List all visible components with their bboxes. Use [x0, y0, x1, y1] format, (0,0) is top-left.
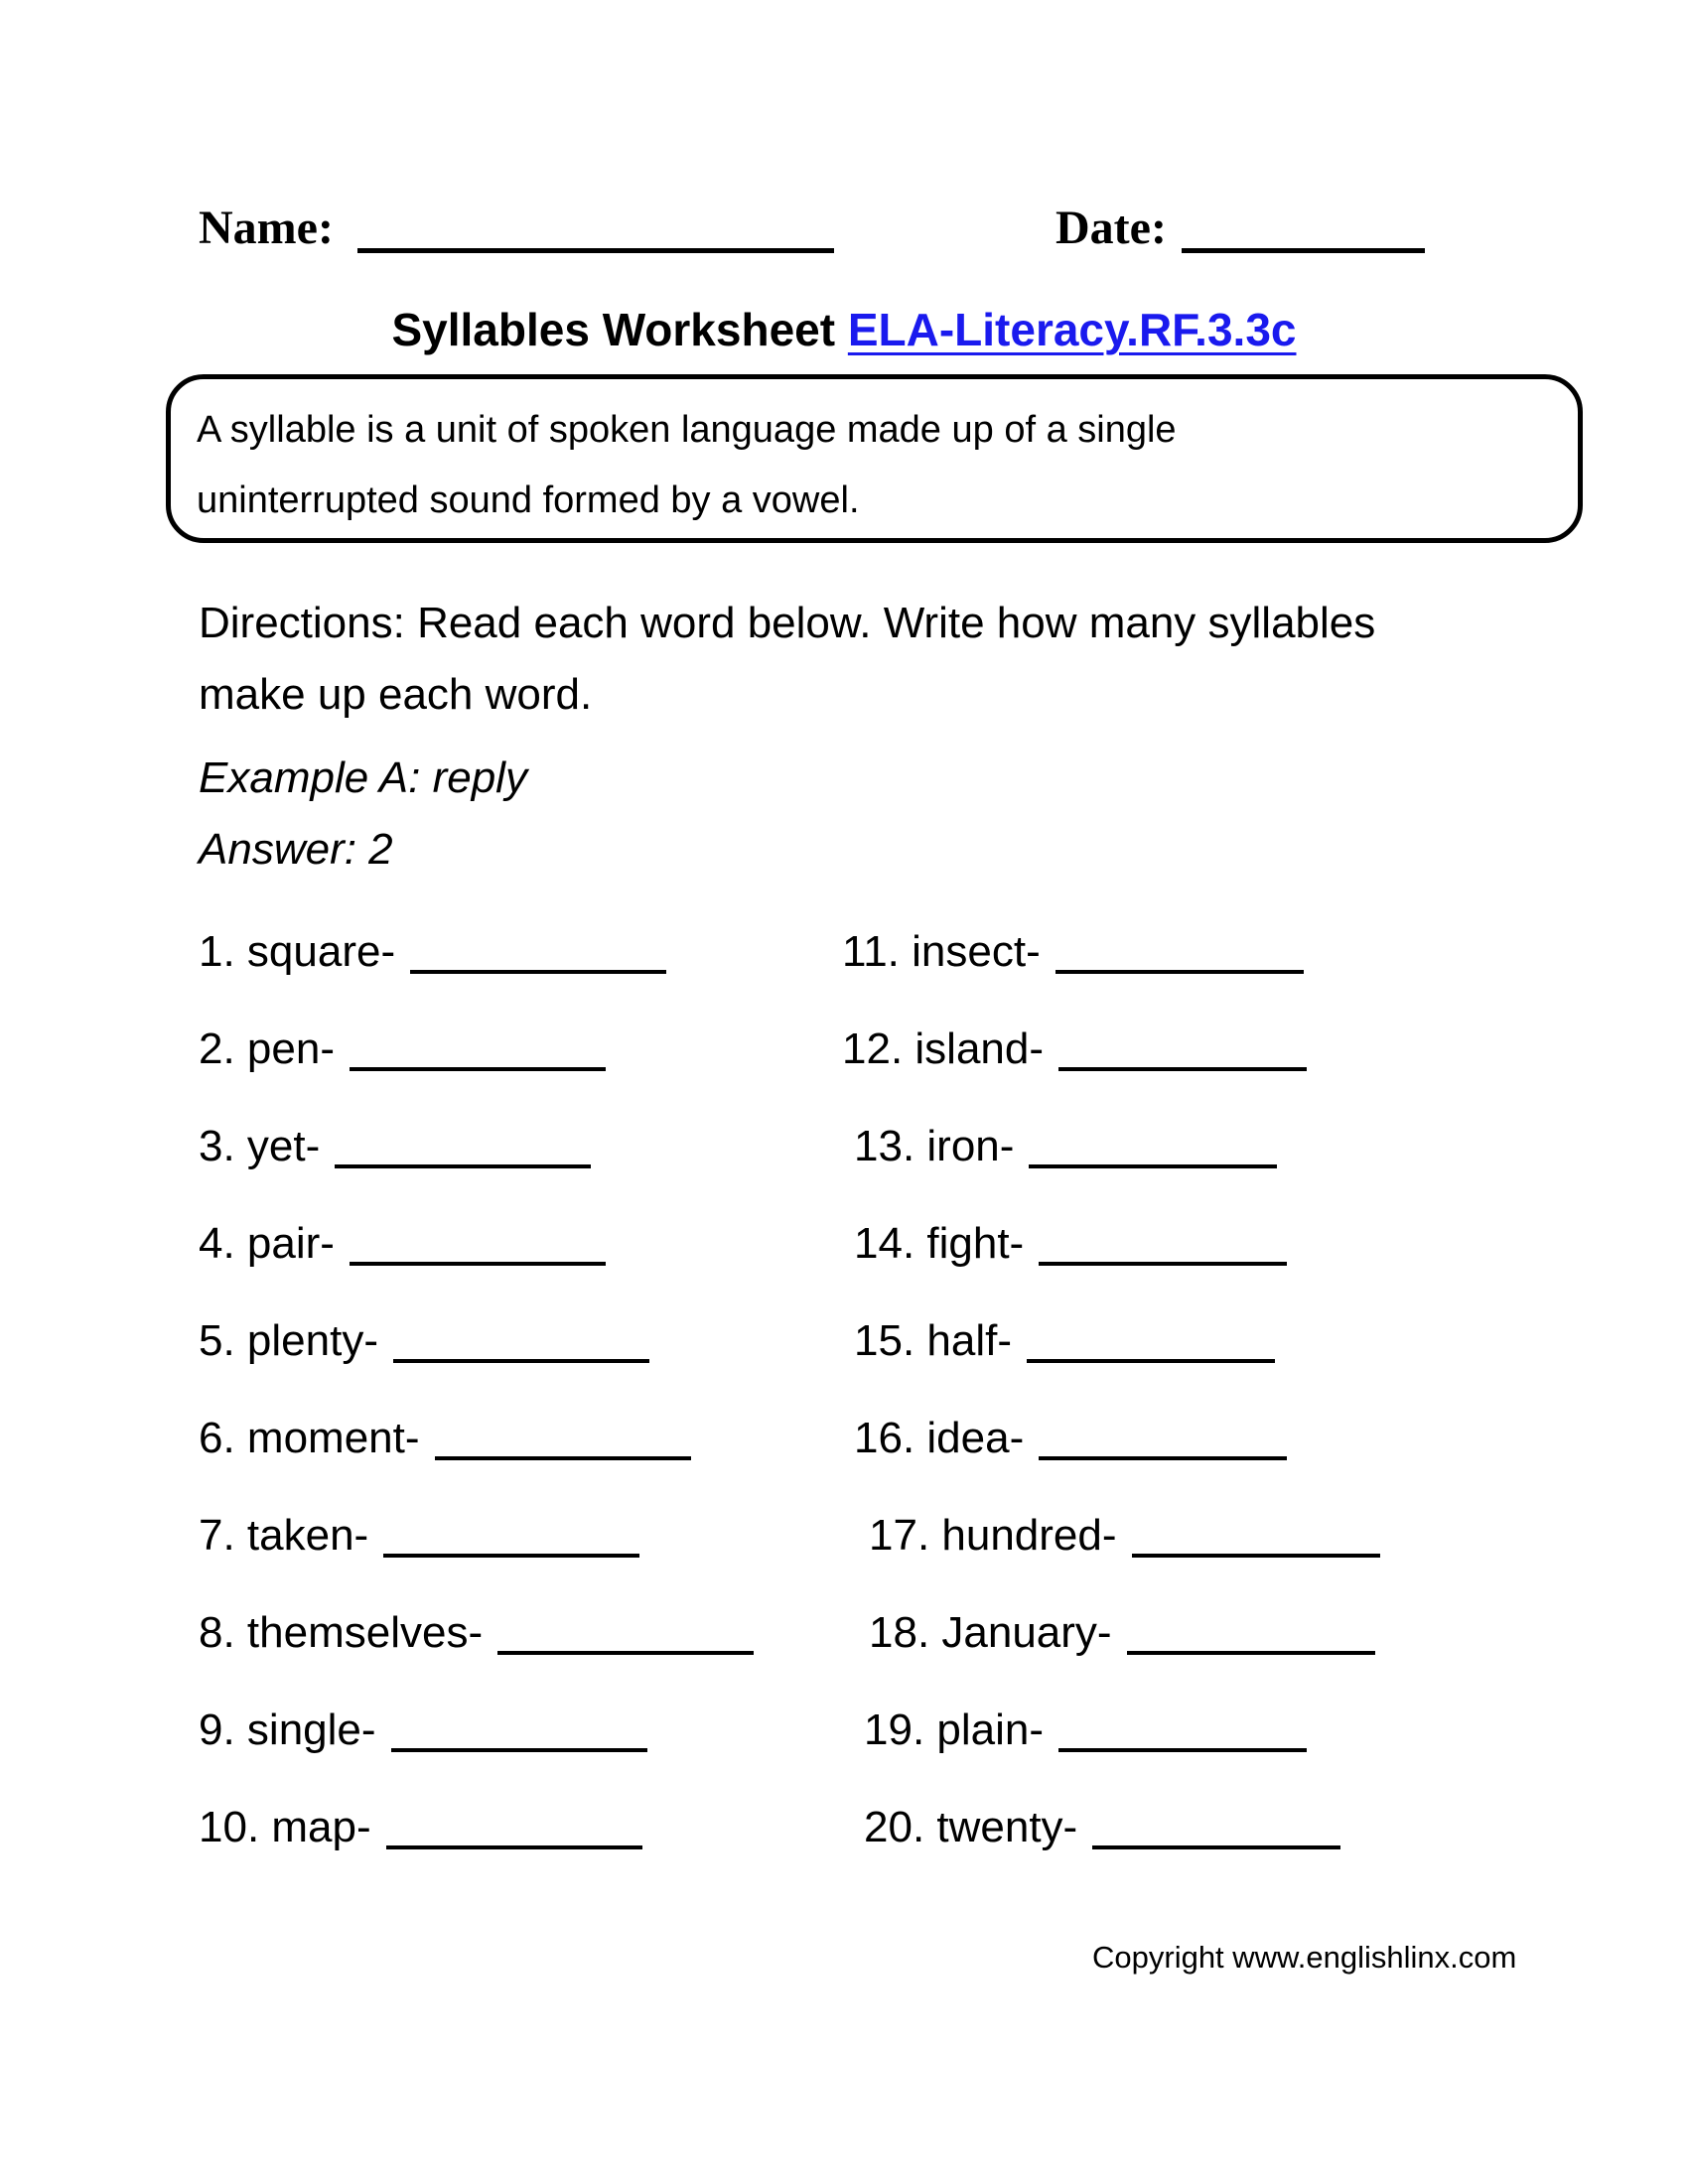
- worksheet-item: [864, 1706, 1380, 1803]
- answer-blank[interactable]: [383, 1554, 639, 1558]
- item-word: 1. square-: [199, 927, 396, 976]
- worksheet-item: [854, 1122, 1380, 1219]
- answer-blank[interactable]: [393, 1359, 649, 1363]
- worksheet-item: [199, 1316, 754, 1414]
- item-word: 13. iron-: [854, 1122, 1015, 1170]
- item-word: 2. pen-: [199, 1024, 335, 1073]
- item-word: 3. yet-: [199, 1122, 321, 1170]
- date-underline[interactable]: [1182, 248, 1425, 253]
- answer-blank[interactable]: [391, 1748, 647, 1752]
- item-word: 8. themselves-: [199, 1608, 484, 1657]
- item-word: 15. half-: [854, 1316, 1012, 1365]
- answer-blank[interactable]: [1039, 1456, 1287, 1460]
- answer-blank[interactable]: [435, 1456, 691, 1460]
- worksheet-item: [854, 1219, 1380, 1316]
- item-word: 18. January-: [869, 1608, 1112, 1657]
- answer-blank[interactable]: [1058, 1748, 1307, 1752]
- worksheet-item: [842, 1024, 1380, 1122]
- answer-blank[interactable]: [1058, 1067, 1307, 1071]
- example-prompt: Example A: reply: [199, 753, 527, 802]
- item-word: 14. fight-: [854, 1219, 1025, 1268]
- item-word: 7. taken-: [199, 1511, 369, 1560]
- page-title: [0, 304, 1688, 355]
- item-word: 10. map-: [199, 1803, 371, 1851]
- answer-blank[interactable]: [1029, 1164, 1277, 1168]
- worksheet-item: [199, 1706, 754, 1803]
- worksheet-item: [869, 1608, 1380, 1706]
- worksheet-item: [199, 1122, 754, 1219]
- worksheet-item: [199, 1511, 754, 1608]
- copyright-text: Copyright www.englishlinx.com: [1092, 1940, 1517, 1975]
- answer-blank[interactable]: [350, 1067, 606, 1071]
- worksheet-item: [199, 1219, 754, 1316]
- answer-blank[interactable]: [1039, 1262, 1287, 1266]
- item-word: 20. twenty-: [864, 1803, 1078, 1851]
- example-answer: Answer: 2: [199, 825, 393, 874]
- answer-blank[interactable]: [1055, 970, 1304, 974]
- date-label: Date:: [1055, 202, 1167, 254]
- worksheet-item: [864, 1803, 1380, 1900]
- answer-blank[interactable]: [497, 1651, 754, 1655]
- worksheet-item: [854, 1316, 1380, 1414]
- answer-blank[interactable]: [335, 1164, 591, 1168]
- word-list-right-column: [842, 927, 1380, 1900]
- worksheet-item: [199, 1608, 754, 1706]
- answer-blank[interactable]: [1127, 1651, 1375, 1655]
- answer-blank[interactable]: [350, 1262, 606, 1266]
- standard-link[interactable]: ELA-Literacy.RF.3.3c: [847, 304, 1297, 355]
- item-word: 12. island-: [842, 1024, 1045, 1073]
- item-word: 5. plenty-: [199, 1316, 378, 1365]
- answer-blank[interactable]: [1027, 1359, 1275, 1363]
- worksheet-item: [869, 1511, 1380, 1608]
- worksheet-item: [842, 927, 1380, 1024]
- worksheet-item: [199, 1803, 754, 1900]
- answer-blank[interactable]: [1132, 1554, 1380, 1558]
- item-word: 16. idea-: [854, 1414, 1025, 1462]
- item-word: 6. moment-: [199, 1414, 420, 1462]
- definition-text: A syllable is a unit of spoken language made up of a single uninterrupted sound formed by a vowel.: [197, 409, 1177, 521]
- answer-blank[interactable]: [1092, 1845, 1340, 1849]
- answer-blank[interactable]: [386, 1845, 642, 1849]
- name-label: Name:: [199, 202, 334, 254]
- item-word: 11. insect-: [842, 927, 1041, 976]
- definition-box: [166, 374, 1583, 543]
- title-text: Syllables Worksheet: [391, 304, 836, 355]
- item-word: 17. hundred-: [869, 1511, 1117, 1560]
- worksheet-item: [199, 927, 754, 1024]
- item-word: 9. single-: [199, 1706, 376, 1754]
- name-underline[interactable]: [357, 248, 834, 253]
- worksheet-item: [854, 1414, 1380, 1511]
- word-list-left-column: [199, 927, 754, 1900]
- answer-blank[interactable]: [410, 970, 666, 974]
- worksheet-item: [199, 1024, 754, 1122]
- worksheet-item: [199, 1414, 754, 1511]
- item-word: 19. plain-: [864, 1706, 1045, 1754]
- directions-text: Directions: Read each word below. Write how many syllables make up each word.: [199, 599, 1376, 719]
- item-word: 4. pair-: [199, 1219, 335, 1268]
